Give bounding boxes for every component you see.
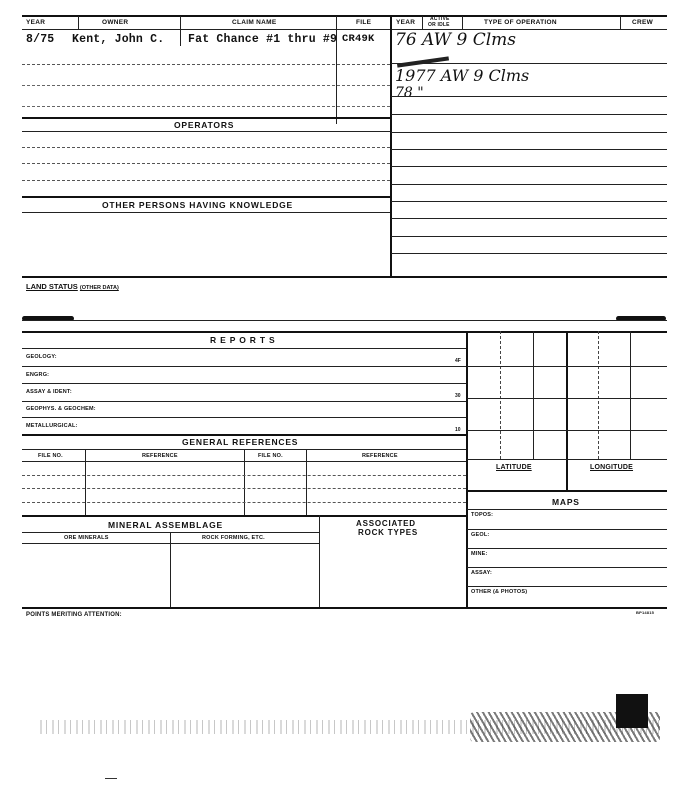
land-status-title: LAND STATUS [26,282,78,291]
divider [466,331,468,607]
maps-heading: MAPS [552,497,580,507]
col-or-idle: OR IDLE [428,22,450,28]
maps-mine: MINE: [471,551,488,557]
divider [630,331,631,459]
rule [391,149,667,150]
col-type-operation: TYPE OF OPERATION [484,19,557,26]
report-engrg: ENGRG: [26,372,50,378]
divider [598,331,599,459]
general-references-heading: GENERAL REFERENCES [182,437,299,447]
col-active: ACTIVE [430,16,450,22]
rule [22,320,667,321]
rule [22,488,466,489]
ref-file-no-1: FILE NO. [38,453,63,459]
maps-other: OTHER (& PHOTOS) [471,589,528,595]
rule [391,236,667,237]
divider [620,16,621,30]
report-metallurgical: METALLURGICAL: [26,423,78,429]
rule [467,398,667,399]
ref-reference-2: REFERENCE [362,453,398,459]
associated-heading-2: ROCK TYPES [358,528,419,537]
form-number: BP14815 [636,610,655,615]
rule [467,430,667,431]
report-assay-num: 30 [455,393,461,399]
rule [22,331,667,333]
rule [22,180,390,181]
rule [467,490,667,492]
rule [467,586,667,587]
rule [22,348,466,349]
maps-assay: ASSAY: [471,570,493,576]
rule [22,502,466,503]
reports-heading: R E P O R T S [210,335,276,345]
land-status-label [26,282,119,291]
rule [22,117,390,119]
ref-reference-1: REFERENCE [142,453,178,459]
rock-forming-label: ROCK FORMING, ETC. [202,535,265,541]
rule [22,147,390,148]
handwritten-line-2: 1977 AW 9 Clms [395,66,530,85]
rule [467,509,667,510]
rule [22,212,390,213]
rule [22,163,390,164]
rule [391,218,667,219]
header-rule [22,29,667,30]
divider [306,449,307,515]
divider [390,16,392,278]
associated-heading-1: ASSOCIATED [356,519,416,528]
col-file: FILE [356,19,372,26]
maps-topos: TOPOS: [471,512,494,518]
rule [22,383,466,384]
divider [180,16,181,46]
rule [467,567,667,568]
divider [244,449,245,515]
rule [391,63,667,64]
col-crew: CREW [632,19,654,26]
record-year: 8/75 [26,33,55,46]
rule [22,515,466,517]
other-persons-heading: OTHER PERSONS HAVING KNOWLEDGE [102,200,294,210]
operators-heading: OPERATORS [174,120,235,130]
divider [500,331,501,459]
rule [467,548,667,549]
handwritten-line-1: 76 AW 9 Clms [395,30,517,50]
ore-minerals-label: ORE MINERALS [64,535,109,541]
rule [391,96,667,97]
divider [566,331,568,490]
scan-dark-patch [616,694,648,728]
top-border [22,15,667,17]
rule [22,475,466,476]
rule [467,366,667,367]
rule [22,401,466,402]
record-owner: Kent, John C. [72,33,165,46]
rule [391,253,667,254]
latitude-label: LATITUDE [496,464,532,471]
record-claim-name: Fat Chance #1 thru #9 [188,33,338,46]
rule [467,529,667,530]
report-geology-num: 4F [455,358,461,364]
points-label: POINTS MERITING ATTENTION: [26,612,122,618]
report-assay: ASSAY & IDENT: [26,389,72,395]
mineral-assemblage-heading: MINERAL ASSEMBLAGE [108,520,223,530]
rule [22,434,466,436]
divider [422,16,423,30]
land-status-subtitle: (OTHER DATA) [79,285,119,291]
divider [319,515,320,607]
rule [391,132,667,133]
divider [85,449,86,515]
scan-dash [105,778,117,779]
col-claim-name: CLAIM NAME [232,19,277,26]
rule [391,201,667,202]
rule [391,184,667,185]
rule [22,106,390,107]
divider [78,16,79,30]
report-metallurgical-num: 10 [455,427,461,433]
rule [22,64,390,65]
rule [391,114,667,115]
rule [22,131,390,132]
col-year-2: YEAR [396,19,416,26]
divider [170,532,171,607]
rule [467,459,667,460]
report-geophys: GEOPHYS. & GEOCHEM: [26,406,96,412]
rule [22,607,667,609]
report-geology: GEOLOGY: [26,354,57,360]
rule [391,166,667,167]
record-file: CR49K [342,33,375,45]
divider [533,331,534,459]
handwritten-line-3: 78 " [395,85,424,101]
col-owner: OWNER [102,19,129,26]
col-year: YEAR [26,19,46,26]
rule [22,366,466,367]
ref-file-no-2: FILE NO. [258,453,283,459]
rule [22,417,466,418]
rule [22,196,390,198]
divider [462,16,463,30]
longitude-label: LONGITUDE [590,464,634,471]
maps-geol: GEOL: [471,532,490,538]
rule [22,276,667,278]
rule [22,85,390,86]
